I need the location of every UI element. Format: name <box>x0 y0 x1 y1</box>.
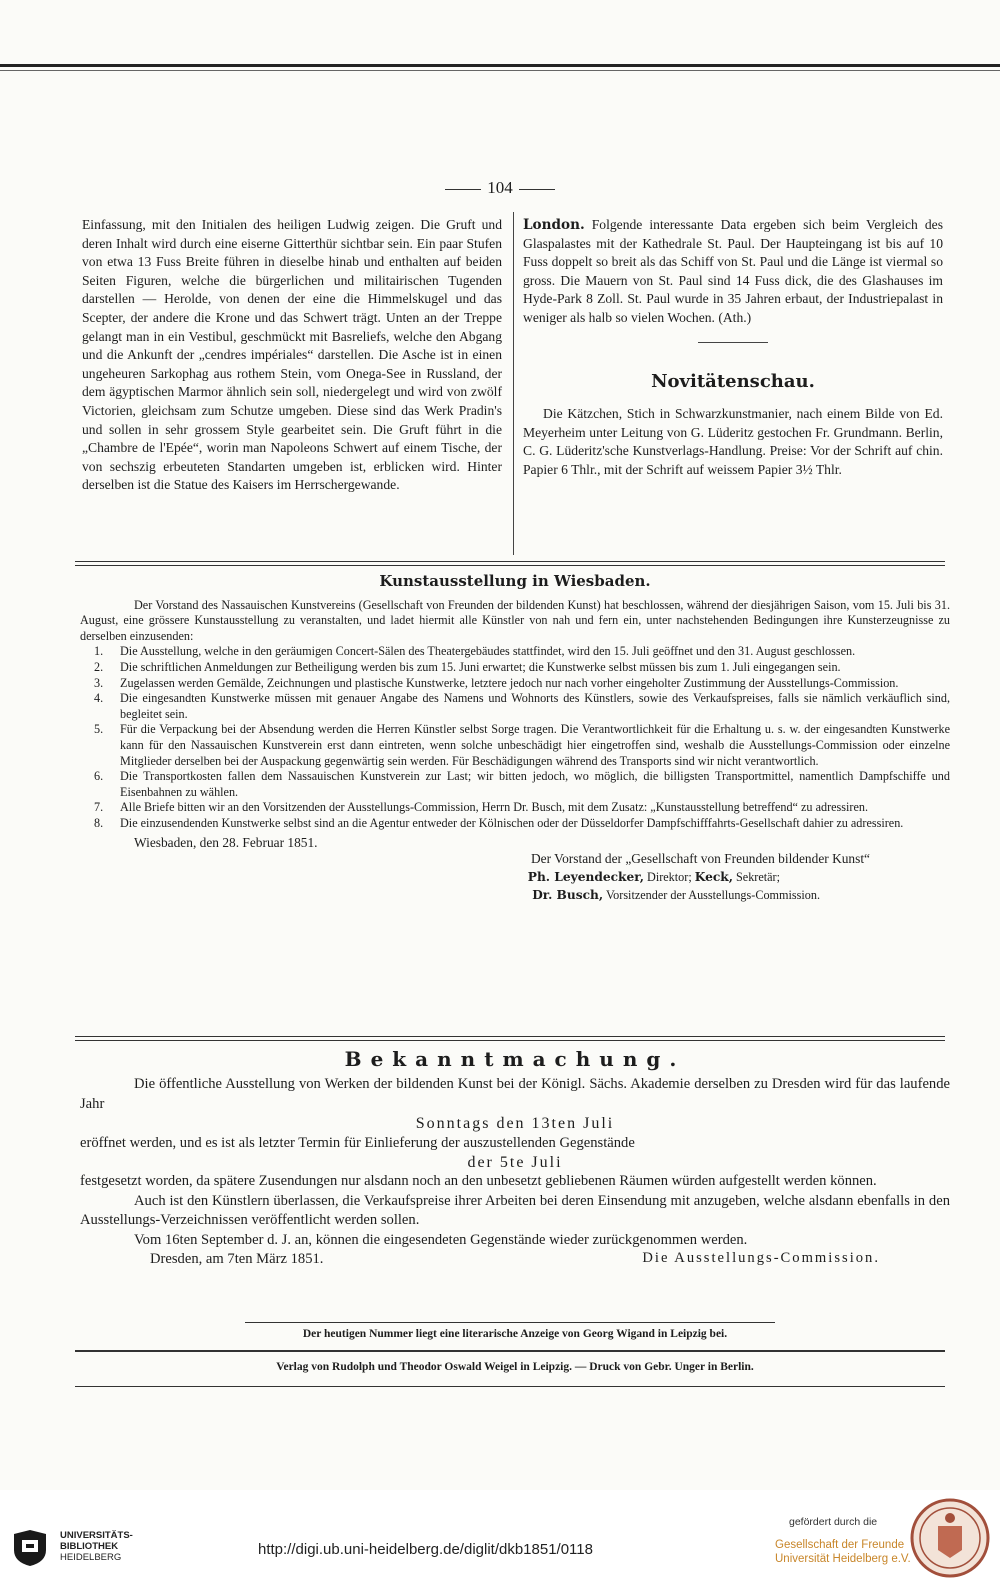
wiesbaden-date: Wiesbaden, den 28. Februar 1851. <box>134 834 318 850</box>
page-number: 104 <box>430 178 570 198</box>
sponsor-label: gefördert durch die <box>789 1516 878 1528</box>
london-place: London. <box>523 217 585 233</box>
condition-item: 8. Die einzusendenden Kunstwerke selbst sind an die Agentur entweder der Kölnischen oder der Düsseldorfer Dampfschifffahrts-Gesellschaft dahier zu adressiren. <box>94 815 904 830</box>
library-name: UNIVERSITÄTS- BIBLIOTHEK HEIDELBERG <box>60 1530 133 1563</box>
short-divider <box>698 342 768 343</box>
left-column-text: Einfassung, mit den Initialen des heiligen Ludwig zeigen. Die Gruft und deren Inhalt wird durch eine eiserne Gitterthür sichtbar sein. Ein paar Stufen von etwa 13 Fuss Breite führen in dieselbe hinab und enthalten auf beiden Seiten Figuren, welche die bürgerlichen und militairischen Tugenden darstellen — Herolde, von denen der eine die Himmelskugel und das Scepter, der andere die Krone und das Schwert trägt. Unten an der Treppe gelangt man in ein Vestibul, geschmückt mit Basreliefs, welche den Abgang und die Ankunft der „cendres impériales“ darstellen. Die Asche ist in einen ungeheuren Sarkophag aus rothem Stein, vom Onega-See in Russland, der dem ägyptischen Marmor ähnlich sein soll, niedergelegt und wird von zwölf Victorien, gleichsam zum Schutze umgeben. Diese sind das Werk Pradin's und sollen in sehr grossem Style gearbeitet sein. Die Gruft führt in die „Chambre de l'Epée“, worin man Napoleons Schwert auf einem Tische, der von sechszig erbeuteten Standarten umgeben ist, erblicken wird. Hinter derselben ist die Statue des Kaisers im Herrschergewande. <box>82 217 502 493</box>
name-busch: Dr. Busch, <box>532 888 604 903</box>
name-leyendecker: Ph. Leyendecker, <box>527 870 644 885</box>
bekanntmachung-p3: festgesetzt worden, da spätere Zusendungen nur alsdann noch an den unbesetzt gebliebenen Räumen würden aufgestellt werden können. <box>80 1173 877 1190</box>
name-keck: Keck, <box>694 870 733 885</box>
kunstausstellung-heading: Kunstausstellung in Wiesbaden. <box>379 572 651 590</box>
novitaeten-text: Die Kätzchen, Stich in Schwarzkunstmanier, nach einem Bilde von Ed. Meyerheim unter Leitung von G. Lüderitz gestochen Fr. Grundmann. Berlin, C. G. Lüderitz'sche Kunstverlags-Handlung. Preise: Vor der Schrift auf chin. Papier 6 Thlr., mit der Schrift auf weissem Papier 3½ Thlr. <box>523 406 943 477</box>
deadline-date: der 5te Juli <box>467 1154 563 1172</box>
condition-item: 6. Die Transportkosten fallen dem Nassauischen Kunstverein zur Last; wir bitten jedoch, wo möglich, die billigsten Transportmittel, namentlich Dampfschiffe und Eisenbahnen zu wählen. <box>94 769 950 799</box>
bekanntmachung-section <box>80 1047 950 1269</box>
bekanntmachung-p1: Die öffentliche Ausstellung von Werken der bildenden Kunst bei der Königl. Sächs. Akademie derselben zu Dresden wird für das laufende Jahr <box>80 1076 950 1112</box>
condition-item: 7. Alle Briefe bitten wir an den Vorsitzenden der Ausstellungs-Commission, Herrn Dr. Busch, mit dem Zusatz: „Kunstausstellung betreffend“ zu adressiren. <box>94 800 869 815</box>
condition-item: 3. Zugelassen werden Gemälde, Zeichnungen und plastische Kunstwerke, letztere jedoch nur nach vorher eingeholter Zustimmung der Ausstellungs-Commission. <box>94 675 899 690</box>
condition-item: 5. Für die Verpackung bei der Absendung werden die Herren Künstler selbst Sorge tragen. Die Verantwortlichkeit für die Erhaltung u. s. w. der eingesandten Kunstwerke kann für den Nassauischen Kunstverein erst dann eintreten, wenn solche unbeschädigt hier eingetroffen sind, weshalb die Ausstellungs-Commission oder einzelne Mitglieder derselben bei der Auspackung gegenwärtig sein werden. Für Beschädigungen während des Transports sind wir nicht verantwortlich. <box>94 722 950 768</box>
dresden-date: Dresden, am 7ten März 1851. <box>150 1251 324 1268</box>
permalink-url[interactable]: http://digi.ub.uni-heidelberg.de/diglit/dkb1851/0118 <box>258 1541 593 1558</box>
kunstausstellung-intro: Der Vorstand des Nassauischen Kunstvereins (Gesellschaft von Freunden der bildenden Kunst) hat beschlossen, während der diesjährigen Saison, vom 15. Juli bis 31. August, eine grössere Kunstausstellung zu veranstalten, und ladet hiermit alle Künstler von nah und fern ein, unter nachstehenden Bedingungen ihre Kunsterzeugnisse zu derselben einzusenden: <box>80 597 950 643</box>
bekanntmachung-p4: Auch ist den Künstlern überlassen, die Verkaufspreise ihrer Arbeiten bei deren Einsendung mit anzugeben, welche alsdann ebenfalls in den Ausstellungs-Verzeichnissen veröffentlicht werden sollen. <box>80 1192 950 1229</box>
library-logo-icon <box>10 1528 50 1568</box>
sponsor-block <box>775 1516 911 1566</box>
london-text: Folgende interessante Data ergeben sich beim Vergleich des Glaspalastes mit der Kathedrale St. Paul. Der Haupteingang ist bis auf 10 Fuss doppelt so breit als das Schiff von St. Paul und die Länge ist viermal so gross. Die Mauern von St. Paul sind 14 Fuss dick, die des Glashauses im Hyde-Park 8 Zoll. St. Paul wurde in 35 Jahren erbaut, der Industriepalast in weniger als halb so vielen Wochen. (Ath.) <box>523 217 943 325</box>
condition-item: 1. Die Ausstellung, welche in den geräumigen Concert-Sälen des Theatergebäudes stattfindet, wird den 15. Juli geöffnet und den 31. August geschlossen. <box>94 644 856 659</box>
imprint-rule-bottom <box>75 1386 945 1387</box>
bekanntmachung-p5: Vom 16ten September d. J. an, können die eingesendeten Gegenstände wieder zurückgenommen werden. <box>134 1231 748 1248</box>
imprint-text: Verlag von Rudolph und Theodor Oswald Weigel in Leipzig. — Druck von Gebr. Unger in Berlin. <box>276 1361 754 1373</box>
column-separator <box>513 212 514 555</box>
london-paragraph <box>523 216 943 328</box>
imprint-rule <box>75 1350 945 1352</box>
vorstand-names: Ph. Leyendecker, Direktor; Keck, Sekretär; <box>527 870 780 885</box>
notice-rule <box>245 1322 775 1323</box>
vorstand-busch: Dr. Busch, Vorsitzender der Ausstellungs-Commission. <box>532 888 820 903</box>
condition-item: 4. Die eingesandten Kunstwerke müssen mit genauer Angabe des Namens und Wohnorts des Künstlers, sowie des Verkaufspreises, falls sie nämlich verkäuflich sind, begleitet sein. <box>94 691 950 721</box>
top-rule-thin <box>0 70 1000 71</box>
section-rule-2 <box>75 1036 945 1037</box>
right-column <box>523 216 943 480</box>
bekanntmachung-heading: Bekanntmachung. <box>344 1047 686 1071</box>
university-seal-icon <box>910 1498 990 1578</box>
section-rule-1 <box>75 561 945 562</box>
condition-item: 2. Die schriftlichen Anmeldungen zur Betheiligung werden bis zum 15. Juni erwartet; die Kunstwerke selbst müssen bis zum 1. Juli eingegangen sein. <box>94 659 841 674</box>
bekanntmachung-p2: eröffnet werden, und es ist als letzter Termin für Einlieferung der auszustellenden Gegenstände <box>80 1134 635 1151</box>
sponsor-name-line1: Gesellschaft der Freunde <box>775 1539 905 1551</box>
section-rule-1b <box>75 565 945 566</box>
novitaeten-heading: Novitätenschau. <box>651 370 815 392</box>
commission-signature: Die Ausstellungs-Commission. <box>642 1250 880 1267</box>
left-column <box>82 216 502 495</box>
sponsor-name-line2: Universität Heidelberg e.V. <box>775 1553 911 1565</box>
vorstand-line: Der Vorstand der „Gesellschaft von Freunden bildender Kunst“ <box>530 851 870 867</box>
opening-date: Sonntags den 13ten Juli <box>415 1115 615 1133</box>
top-rule-thick <box>0 64 1000 67</box>
conditions-list <box>80 644 950 831</box>
kunstausstellung-section <box>80 574 950 904</box>
notice-text: Der heutigen Nummer liegt eine literarische Anzeige von Georg Wigand in Leipzig bei. <box>302 1328 728 1340</box>
section-rule-2b <box>75 1040 945 1041</box>
